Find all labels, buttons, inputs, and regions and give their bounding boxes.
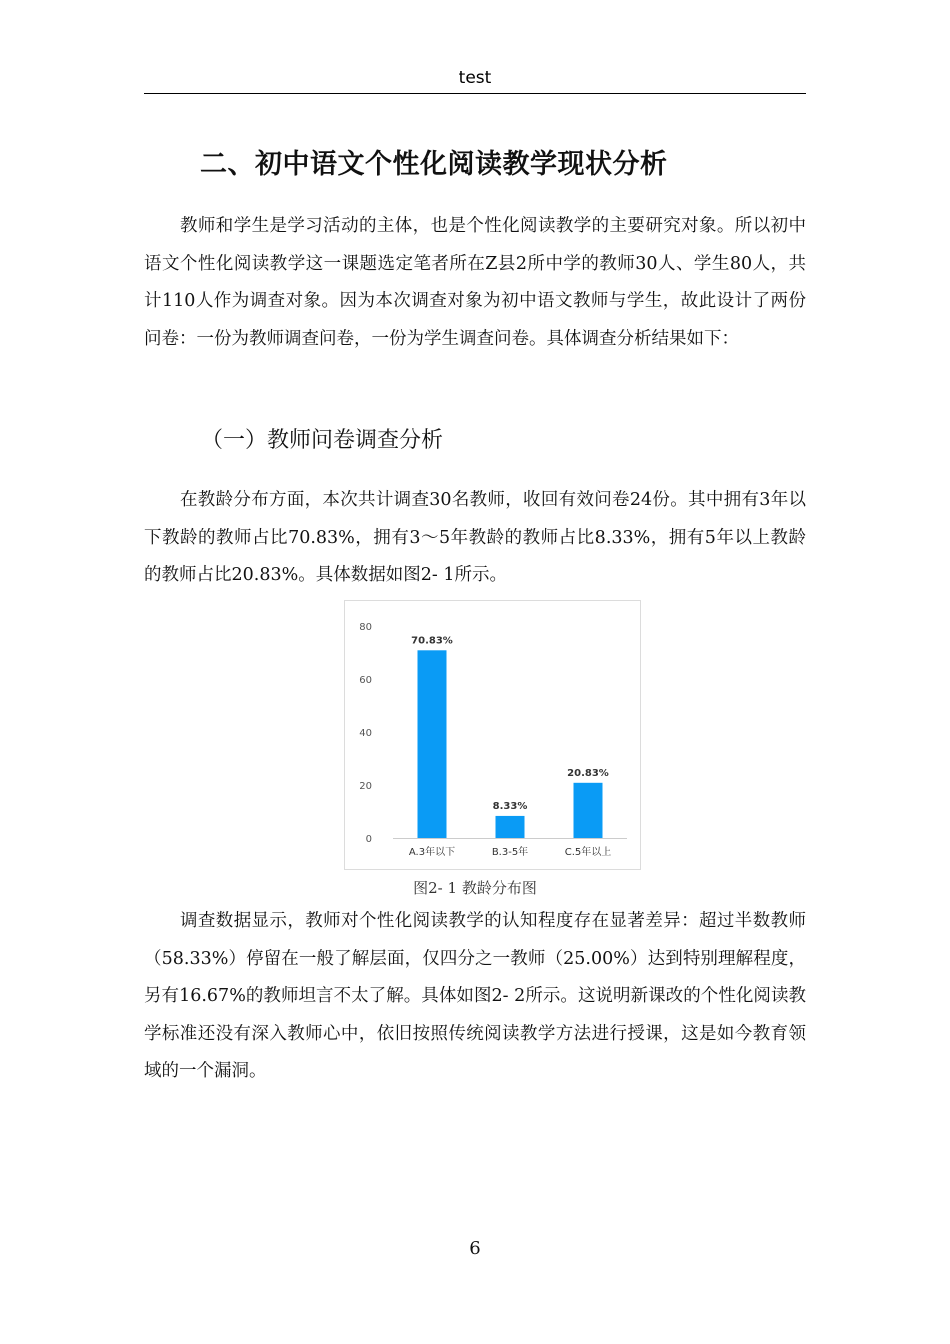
bar [496,816,525,838]
paragraph-cognition: 调查数据显示，教师对个性化阅读教学的认知程度存在显著差异：超过半数教师（58.33%）停留在一般了解层面，仅四分之一教师（25.00%）达到特别理解程度，另有16.67%的教师坦言不太了解。具体如图2- 2所示。这说明新课改的个性化阅读教学标准还没有深入教师心中，依旧按照传统阅读教学方法进行授课，这是如今教育领域的一个漏洞。 [144,911,806,1081]
subsection-title: （一）教师问卷调查分析 [201,428,444,453]
data-label: 20.83% [567,767,609,779]
paragraph-intro: 教师和学生是学习活动的主体，也是个性化阅读教学的主要研究对象。所以初中语文个性化阅读教学这一课题选定笔者所在Z县2所中学的教师30人、学生80人，共计110人作为调查对象。因为本次调查对象为初中语文教师与学生，故此设计了两份问卷：一份为教师调查问卷，一份为学生调查问卷。具体调查分析结果如下： [144,216,806,349]
section-title: 二、初中语文个性化阅读教学现状分析 [200,149,668,180]
y-tick-label: 80 [359,622,372,633]
x-tick-label: A.3年以下 [408,847,456,858]
y-tick-label: 0 [365,834,372,845]
paragraph-teaching-age: 在教龄分布方面，本次共计调查30名教师，收回有效问卷24份。其中拥有3年以下教龄的教师占比70.83%，拥有3～5年教龄的教师占比8.33%，拥有5年以上教龄的教师占比20.83%。具体数据如图2- 1所示。 [144,490,806,585]
figure-teaching-age-chart [344,600,641,870]
bar [418,650,447,838]
y-tick-label: 60 [359,675,372,686]
bar [574,783,603,838]
y-tick-label: 40 [359,728,372,739]
y-tick-label: 20 [359,781,372,792]
x-tick-label: B.3-5年 [491,847,529,858]
data-label: 70.83% [411,635,453,647]
figure-caption: 图2- 1 教龄分布图 [413,879,537,897]
header-rule [144,93,806,94]
page-number: 6 [469,1238,481,1259]
page-header: test [458,68,492,88]
x-tick-label: C.5年以上 [564,847,612,858]
data-label: 8.33% [492,800,528,812]
bar-chart [345,601,640,869]
